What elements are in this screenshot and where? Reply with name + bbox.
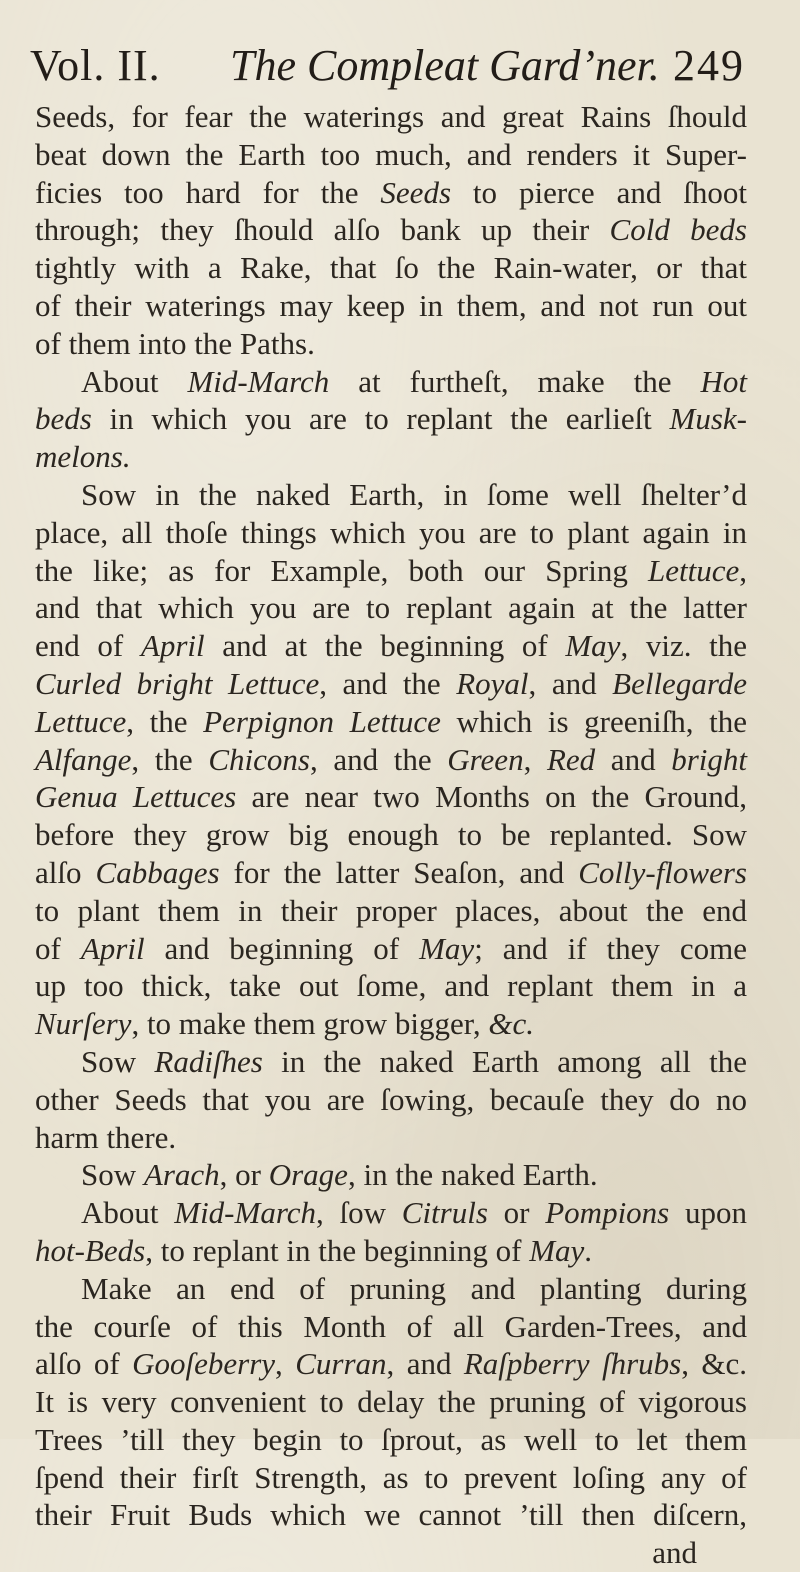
text-segment: . xyxy=(584,1232,593,1268)
text-segment: ; and if they come xyxy=(474,930,747,966)
text-segment: , and the xyxy=(309,741,448,777)
text-line xyxy=(35,703,747,741)
italic-text: Pompions xyxy=(545,1195,670,1231)
text-segment: through; they ſhould alſo bank up their xyxy=(35,212,610,248)
text-line xyxy=(35,1383,747,1421)
italic-text: hot-Beds xyxy=(35,1232,146,1268)
text-segment: , in the naked Earth. xyxy=(347,1157,598,1193)
text-segment: Sow in the naked Earth, in ſome well ſhelter’d xyxy=(81,476,747,512)
text-segment: other Seeds that you are ſowing, becauſe they do no xyxy=(35,1081,747,1117)
text-segment: harm there. xyxy=(35,1119,177,1155)
text-segment: About xyxy=(81,1195,175,1231)
text-line xyxy=(35,363,747,401)
text-segment: Sow xyxy=(81,1157,144,1193)
text-segment: , the xyxy=(126,703,204,739)
text-segment: , or xyxy=(219,1157,269,1193)
text-line xyxy=(35,741,747,779)
text-line xyxy=(35,589,747,627)
text-segment: Make an end of pruning and planting during xyxy=(81,1270,747,1306)
italic-text: Raſpberry ſhrubs xyxy=(463,1346,682,1382)
volume-label: Vol. II. xyxy=(30,41,161,90)
text-segment: alſo xyxy=(35,854,96,890)
text-line xyxy=(35,665,747,703)
italic-text: Seeds xyxy=(380,174,452,210)
text-segment: and xyxy=(652,1535,697,1571)
text-segment: alſo of xyxy=(35,1346,133,1382)
text-segment: It is very convenient to delay the pruning of vigorous xyxy=(35,1384,747,1420)
text-segment: , to replant in the beginning of xyxy=(145,1232,530,1268)
text-line xyxy=(35,1421,747,1459)
text-line xyxy=(35,514,747,552)
italic-text: May xyxy=(565,628,621,664)
italic-text: Musk- xyxy=(669,401,747,437)
text-segment: , xyxy=(275,1346,296,1382)
text-line xyxy=(35,1232,747,1270)
italic-text: bright xyxy=(671,741,748,777)
text-segment: of their waterings may keep in them, and not run out xyxy=(35,287,747,323)
text-segment: and beginning of xyxy=(144,930,420,966)
italic-text: beds xyxy=(35,401,92,437)
page-number: 249 xyxy=(673,41,745,90)
text-segment: to pierce and ſhoot xyxy=(451,174,747,210)
text-line xyxy=(35,98,747,136)
italic-text: Cabbages xyxy=(95,854,220,890)
text-segment: and xyxy=(595,741,672,777)
text-line xyxy=(35,1459,747,1497)
text-line xyxy=(35,211,747,249)
text-segment: tightly with a Rake, that ſo the Rain-water, or that xyxy=(35,250,747,286)
text-segment: About xyxy=(81,363,188,399)
italic-text: Royal xyxy=(456,665,529,701)
text-segment: , &c. xyxy=(681,1346,748,1382)
text-segment: , viz. the xyxy=(620,628,748,664)
text-segment: in the naked Earth among all the xyxy=(262,1043,747,1079)
text-line xyxy=(35,476,747,514)
running-header xyxy=(30,38,745,94)
text-segment: their Fruit Buds which we cannot ’till then diſcern, xyxy=(35,1497,747,1533)
text-line xyxy=(35,1194,747,1232)
text-line xyxy=(35,1534,747,1572)
book-title: The Compleat Gard’ner. xyxy=(230,41,660,90)
text-segment: , to make them grow bigger, xyxy=(131,1006,489,1042)
italic-text: Radiſhes xyxy=(154,1043,263,1079)
italic-text: April xyxy=(80,930,145,966)
text-segment: end of xyxy=(35,628,141,664)
text-segment: , and xyxy=(386,1346,464,1382)
text-segment: up too thick, take out ſome, and replant them in a xyxy=(35,968,747,1004)
italic-text: Colly-flowers xyxy=(578,854,747,890)
text-segment: Sow xyxy=(81,1043,155,1079)
text-line xyxy=(35,438,747,476)
text-line xyxy=(35,400,747,438)
italic-text: Curran xyxy=(295,1346,387,1382)
text-segment: the courſe of this Month of all Garden-Trees, and xyxy=(35,1308,747,1344)
text-line xyxy=(35,627,747,665)
text-line xyxy=(35,1496,747,1534)
italic-text: Chicons xyxy=(208,741,310,777)
text-line xyxy=(35,930,747,968)
text-segment: which is greeniſh, the xyxy=(440,703,747,739)
italic-text: Green xyxy=(447,741,524,777)
italic-text: Red xyxy=(546,741,596,777)
text-line xyxy=(35,1119,747,1157)
text-line xyxy=(35,778,747,816)
text-segment: and at the beginning of xyxy=(204,628,566,664)
italic-text: May xyxy=(529,1232,585,1268)
text-segment: for the latter Seaſon, and xyxy=(219,854,579,890)
text-segment: are near two Months on the Ground, xyxy=(236,779,747,815)
italic-text: April xyxy=(140,628,205,664)
text-line xyxy=(35,287,747,325)
text-segment: , and the xyxy=(319,665,457,701)
text-segment: beat down the Earth too much, and renders it Super- xyxy=(35,136,747,172)
text-segment: the like; as for Example, both our Spring xyxy=(35,552,648,588)
italic-text: &c. xyxy=(488,1006,534,1042)
italic-text: Arach xyxy=(143,1157,220,1193)
italic-text: Mid-March xyxy=(174,1195,317,1231)
body-text xyxy=(35,98,747,1572)
text-segment: , and xyxy=(528,665,613,701)
text-line xyxy=(35,1308,747,1346)
text-segment: place, all thoſe things which you are to plant again in xyxy=(35,514,747,550)
text-line xyxy=(35,1005,747,1043)
text-segment: and that which you are to replant again at the latter xyxy=(35,590,747,626)
italic-text: Gooſeberry xyxy=(132,1346,276,1382)
text-segment: of xyxy=(35,930,81,966)
italic-text: May xyxy=(419,930,475,966)
text-line xyxy=(35,552,747,590)
text-segment: , xyxy=(523,741,547,777)
italic-text: Hot xyxy=(700,363,748,399)
italic-text: Cold beds xyxy=(609,212,747,248)
italic-text: Curled bright Lettuce xyxy=(35,665,320,701)
text-line xyxy=(35,892,747,930)
text-line xyxy=(35,174,747,212)
italic-text: Lettuce xyxy=(35,703,127,739)
text-line xyxy=(35,967,747,1005)
text-segment: , xyxy=(739,552,747,588)
italic-text: Mid-March xyxy=(187,363,330,399)
text-segment: , the xyxy=(131,741,209,777)
text-segment: to plant them in their proper places, about the end xyxy=(35,892,747,928)
italic-text: Citruls xyxy=(401,1195,488,1231)
text-segment: before they grow big enough to be replanted. Sow xyxy=(35,817,747,853)
text-segment: ſpend their firſt Strength, as to prevent loſing any of xyxy=(35,1459,747,1495)
italic-text: Nurſery xyxy=(35,1006,132,1042)
text-line xyxy=(35,1156,747,1194)
text-segment: of them into the Paths. xyxy=(35,325,315,361)
text-line xyxy=(35,1270,747,1308)
italic-text: melons. xyxy=(35,439,131,475)
text-line xyxy=(35,1081,747,1119)
text-line xyxy=(35,1345,747,1383)
text-line xyxy=(35,249,747,287)
italic-text: Alfange xyxy=(35,741,132,777)
text-line xyxy=(35,325,747,363)
text-segment: upon xyxy=(669,1195,747,1231)
text-segment: Trees ’till they begin to ſprout, as well to let them xyxy=(35,1421,747,1457)
text-segment: in which you are to replant the earlieſt xyxy=(91,401,670,437)
text-line xyxy=(35,854,747,892)
text-line xyxy=(35,136,747,174)
italic-text: Perpignon Lettuce xyxy=(203,703,441,739)
italic-text: Bellegarde xyxy=(612,665,747,701)
text-line xyxy=(35,1043,747,1081)
italic-text: Lettuce xyxy=(648,552,740,588)
text-segment: ficies too hard for the xyxy=(35,174,381,210)
text-segment: Seeds, for fear the waterings and great Rains ſhould xyxy=(35,99,747,134)
italic-text: Genua Lettuces xyxy=(35,779,237,815)
text-line xyxy=(35,816,747,854)
text-segment: , ſow xyxy=(316,1195,402,1231)
italic-text: Orage xyxy=(268,1157,348,1193)
text-segment: at furtheſt, make the xyxy=(329,363,701,399)
text-segment: or xyxy=(487,1195,546,1231)
